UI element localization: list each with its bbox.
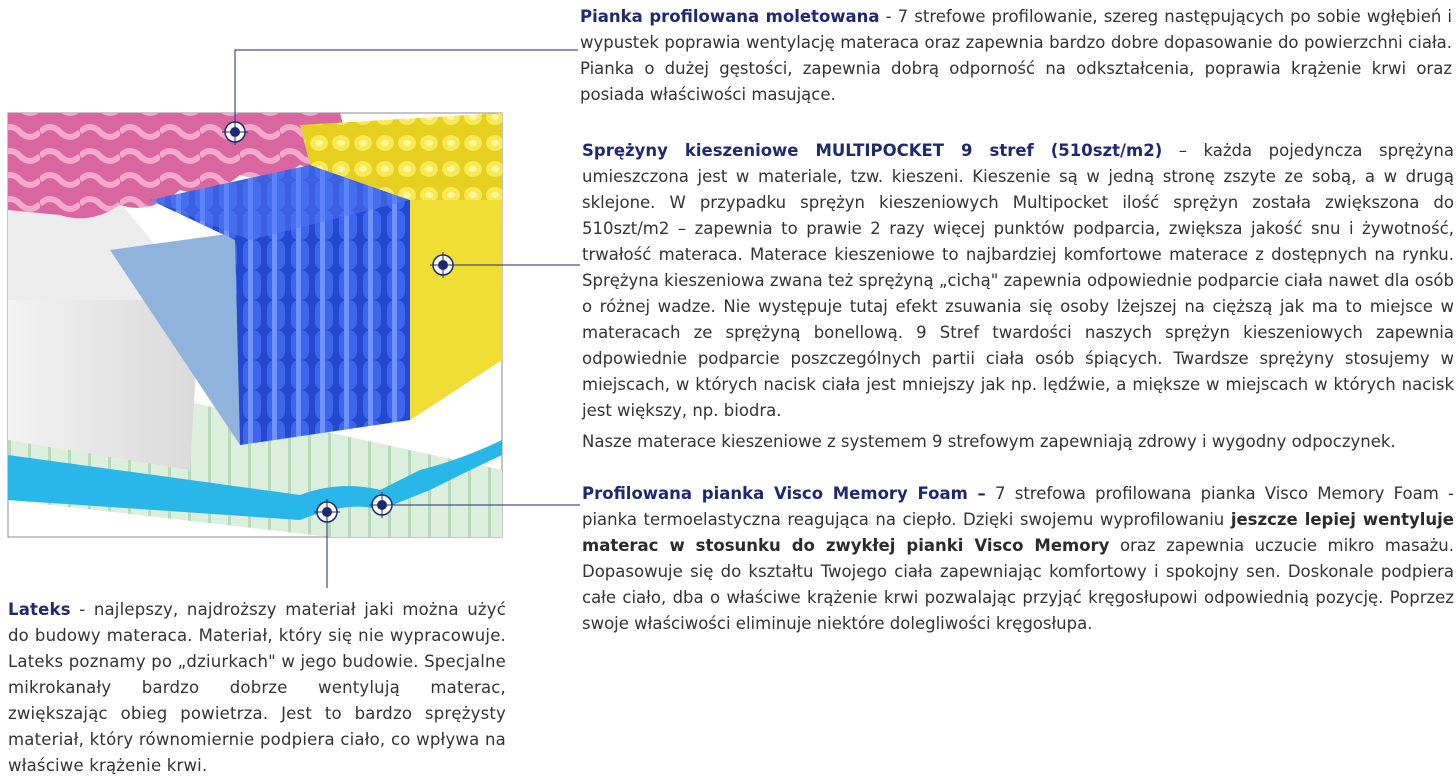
description-pianka xyxy=(580,4,1452,108)
description-visco xyxy=(582,481,1454,637)
text-lateks: - najlepszy, najdroższy materiał jaki można użyć do budowy materaca. Materiał, który się nie wypracowuje. Lateks poznamy po „dziurkach" w jego budowie. Specjalne mikrokanały bardzo dobrze wentylują materac, zwiększając obieg powietrza. Jest to bardzo sprężysty materiał, który równomiernie podpiera ciało, co wpływa na właściwe krążenie krwi. xyxy=(8,600,506,775)
heading-sprezyny: Sprężyny kieszeniowe MULTIPOCKET 9 stref (510szt/m2) xyxy=(582,141,1163,160)
description-lateks xyxy=(8,597,506,779)
text-visco-2: oraz zapewnia uczucie mikro masażu. Dopasowuje się do kształtu Twojego ciała zapewniając komfortowy i spokojny sen. Doskonale podpiera całe ciało, dba o właściwe krążenie krwi pozwalając przyjąć kręgosłupowi odpowiednią pozycję. Poprzez swoje właściwości eliminuje niektóre dolegliwości kręgosłupa. xyxy=(582,536,1455,633)
description-sprezyny xyxy=(582,138,1454,424)
heading-visco: Profilowana pianka Visco Memory Foam – xyxy=(582,484,986,503)
heading-lateks: Lateks xyxy=(8,600,71,619)
text-visco-1: 7 strefowa profilowana pianka Visco Memory Foam - pianka termoelastyczna reagująca na ciepło. Dzięki swojemu wyprofilowaniu xyxy=(582,484,1454,529)
mattress-cross-section-illustration xyxy=(0,0,580,600)
text-sprezyny: – każda pojedyncza sprężyna umieszczona jest w materiale, tzw. kieszeni. Kieszenie są w jedną stronę zszyte ze sobą, a w drugą sklejone. W przypadku sprężyn kieszeniowych Multipocket ilość sprężyn została zwiększona do 510szt/m2 – zapewnia to prawie 2 razy więcej punktów podparcia, zwiększa jakość snu i żywotność, trwałość materaca. Materace kieszeniowe to najbardziej komfortowe materace z dostępnych na rynku. Sprężyna kieszeniowa zwana też sprężyną „cichą" zapewnia odpowiednie podparcie ciała nawet dla osób o różnej wadze. Nie występuje tutaj efekt zsuwania się osoby lżejszej na cięższą jak ma to miejsce w materacach ze sprężyną bonellową. 9 Stref twardości naszych sprężyn kieszeniowych zapewnia odpowiednie podparcie poszczególnych partii ciała osób śpiących. Twardsze sprężyny stosujemy w miejscach, w których nacisk ciała jest mniejszy jak np. lędźwie, a miększe w miejscach w których nacisk jest większy, np. biodra. xyxy=(582,141,1454,420)
text-pianka: - 7 strefowe profilowanie, szereg następujących po sobie wgłębień i wypustek poprawia wentylację materaca oraz zapewnia bardzo dobre dopasowanie do powierzchni ciała. Pianka o dużej gęstości, zapewnia dobrą odporność na odkształcenia, poprawia krążenie krwi oraz posiada właściwości masujące. xyxy=(580,7,1452,104)
text-visco-bold: jeszcze lepiej wentyluje materac w stosunku do zwykłej pianki Visco Memory xyxy=(582,510,1454,555)
text-sprezyny-extra: Nasze materace kieszeniowe z systemem 9 strefowym zapewniają zdrowy i wygodny odpoczynek. xyxy=(582,432,1396,451)
heading-pianka: Pianka profilowana moletowana xyxy=(580,7,880,26)
